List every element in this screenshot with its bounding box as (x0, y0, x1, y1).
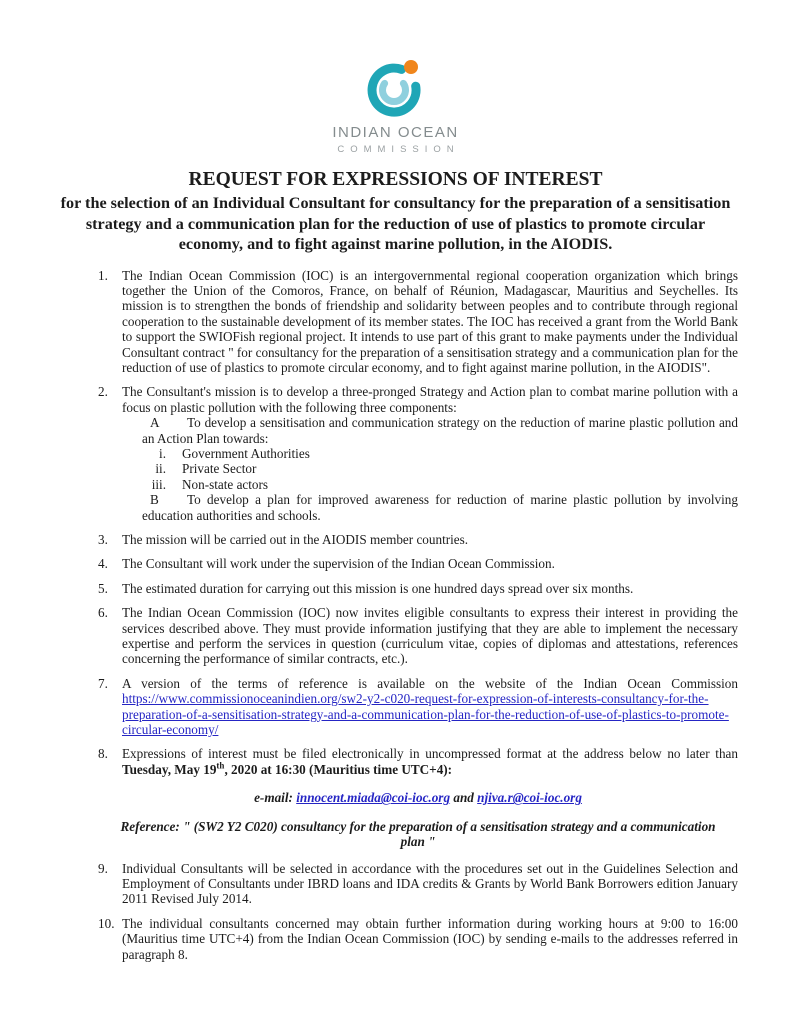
document-title: REQUEST FOR EXPRESSIONS OF INTEREST (188, 169, 603, 190)
roman-item-iii-label: iii. (151, 476, 166, 492)
ioc-logo (0, 0, 791, 155)
email-line (98, 790, 738, 805)
list-item-5-number: 5. (98, 580, 108, 596)
logo-orange-dot (404, 60, 418, 74)
list-item-1-number: 1. (98, 267, 108, 283)
roman-item-iii-text: Non-state actors (182, 476, 269, 492)
ioc-logo-swirl-icon (362, 56, 430, 122)
list-item-5-text: The estimated duration for carrying out this mission is one hundred days spread over six months. (122, 580, 634, 596)
deadline-text: Tuesday, May 19th, 2020 at 16:30 (Mauritius time UTC+4): (122, 760, 453, 777)
reference-line (120, 819, 716, 850)
list-item-5 (98, 581, 738, 596)
deadline-superscript: th (216, 760, 225, 771)
roman-item-i-text: Government Authorities (182, 445, 310, 461)
list-item-4-text: The Consultant will work under the supervision of the Indian Ocean Commission. (122, 556, 555, 572)
roman-item-ii-label: ii. (155, 461, 166, 477)
list-item-9 (98, 861, 738, 907)
list-item-8-number: 8. (98, 746, 108, 762)
list-item-1-text: The Indian Ocean Commission (IOC) is an intergovernmental regional cooperation organization which brings together the Union of the Comoros, France, on behalf of Réunion, Madagascar, Mauritius and Seychelles. Its mission is to strengthen the bonds of friendship and solidarity between peoples and to contribute through regional cooperation to the sustainable development of its member states. The IOC has received a grant from the World Bank to support the SWIOFish regional project. It intends to use part of this grant to make payments under the Individual Consultant contract " for consultancy for the preparation of a sensitisation strategy and a communication plan for the reduction of use of plastics to promote circular economy, and to fight against marine pollution, in the AIODIS". (122, 267, 738, 375)
logo-org-subname: COMMISSION (337, 144, 460, 155)
terms-of-reference-link[interactable]: https://www.commissionoceanindien.org/sw2-y2-c020-request-for-expression-of-interests-consultancy-for-the-preparation-of-a-sensitisation-strategy-and-a-communication-plan-for-the-reduction-of-use-of-plastics-to-promote-circular-economy/ (122, 691, 729, 738)
list-item-8-text: Expressions of interest must be filed electronically in uncompressed format at the address below no later than (122, 746, 738, 762)
roman-item-iii (142, 477, 738, 492)
list-item-7-number: 7. (98, 675, 108, 691)
roman-item-ii-text: Private Sector (182, 461, 257, 477)
logo-org-name: INDIAN OCEAN (332, 124, 459, 141)
list-item-2-intro: The Consultant's mission is to develop a three-pronged Strategy and Action plan to combat marine pollution with a focus on plastic pollution with the following three components: (122, 384, 738, 415)
list-item-10-number: 10. (98, 915, 115, 931)
reference-label: Reference: (120, 818, 184, 834)
sub-item-b-text: To develop a plan for improved awareness for reduction of marine plastic pollution by involving education authorities and schools. (142, 492, 738, 523)
list-item-10 (98, 916, 738, 962)
email-link-1[interactable]: innocent.miada@coi-ioc.org (296, 790, 451, 806)
sub-item-a (142, 415, 738, 446)
list-item-7-text: A version of the terms of reference is available on the website of the Indian Ocean Commission (122, 675, 738, 691)
list-item-9-text: Individual Consultants will be selected in accordance with the procedures set out in the Guidelines Selection and Employment of Consultants under IBRD loans and IDA credits & Grants by World Bank Borrowers edition January 2011 Revised July 2014. (122, 860, 738, 907)
list-item-3-number: 3. (98, 532, 108, 547)
email-link-2[interactable]: njiva.r@coi-ioc.org (477, 790, 582, 806)
list-item-4 (98, 556, 738, 571)
sub-item-a-text: To develop a sensitisation and communication strategy on the reduction of marine plastic pollution and an Action Plan towards: (142, 415, 738, 446)
list-item-8 (98, 746, 738, 777)
sub-item-b (142, 492, 738, 523)
roman-item-ii (142, 461, 738, 476)
list-item-6 (98, 605, 738, 667)
email-separator: and (450, 790, 478, 806)
list-item-2 (98, 384, 738, 523)
list-item-3 (98, 532, 738, 547)
list-item-4-number: 4. (98, 556, 108, 572)
list-item-6-text: The Indian Ocean Commission (IOC) now invites eligible consultants to express their interest in providing the services described above. They must provide information justifying that they are able to implement the necessary expertise and perform the services in question (curriculum vitae, copies of diplomas and attestations, references concerning the performance of similar contracts, etc.). (122, 605, 738, 667)
sub-item-b-label: B (150, 492, 159, 508)
list-item-1 (98, 268, 738, 376)
list-item-2-number: 2. (98, 384, 108, 400)
document-body (98, 268, 738, 962)
sub-item-a-label: A (150, 415, 160, 431)
list-item-10-text: The individual consultants concerned may obtain further information during working hours at 9:00 to 16:00 (Mauritius time UTC+4) from the Indian Ocean Commission (IOC) by sending e-mails to the addresses referred in paragraph 8. (122, 915, 738, 962)
roman-item-i-label: i. (159, 445, 166, 461)
roman-item-i (142, 446, 738, 461)
email-label: e-mail: (254, 790, 297, 806)
reference-text: " (SW2 Y2 C020) consultancy for the preparation of a sensitisation strategy and a communication plan " (183, 818, 716, 850)
list-item-9-number: 9. (98, 860, 108, 876)
list-item-3-text: The mission will be carried out in the AIODIS member countries. (122, 532, 469, 547)
document-subtitle: for the selection of an Individual Consultant for consultancy for the preparation of a sensitisation strategy and a communication plan for the reduction of use of plastics to promote circular economy, and to fight against marine pollution, in the AIODIS. (60, 194, 731, 253)
list-item-6-number: 6. (98, 605, 108, 621)
list-item-7 (98, 676, 738, 738)
